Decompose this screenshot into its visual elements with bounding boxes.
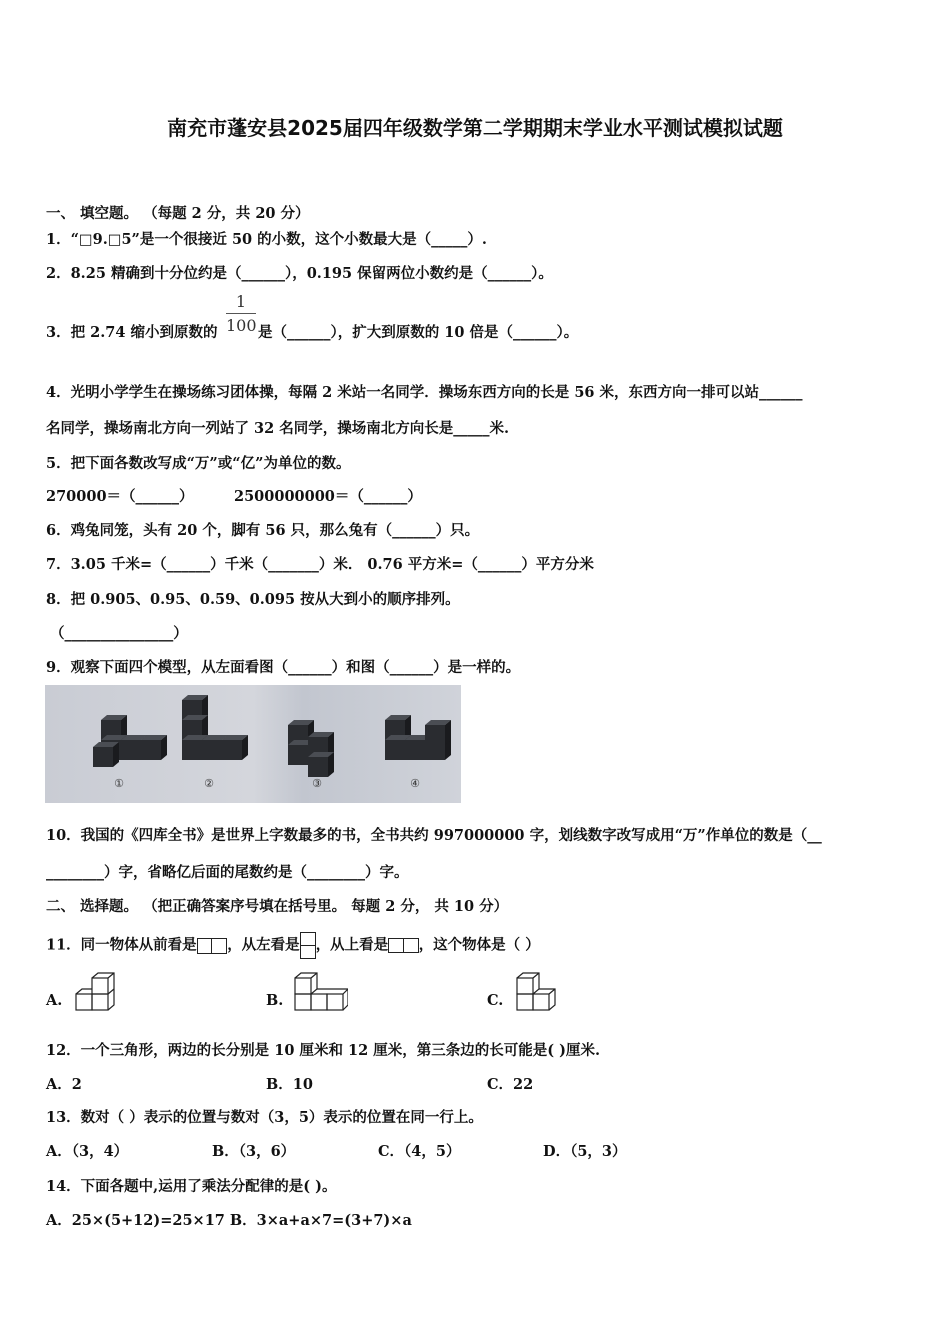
question-2: 2．8.25 精确到十分位约是（______），0.195 保留两位小数约是（______）。 <box>46 265 553 282</box>
question-8-blank: （_______________） <box>50 625 188 642</box>
option-13-a: A．（3，4） <box>46 1143 129 1160</box>
question-8: 8．把 0.905、0.95、0.59、0.095 按从大到小的顺序排列。 <box>46 591 460 608</box>
option-13-c: C．（4，5） <box>378 1143 461 1160</box>
option-13-d: D．（5，3） <box>543 1143 627 1160</box>
option-13-b: B．（3，6） <box>212 1143 296 1160</box>
fraction-numerator: 1 <box>235 292 247 311</box>
cube-models-photo <box>45 685 461 803</box>
question-5: 5．把下面各数改写成“万”或“亿”为单位的数。 <box>46 455 351 472</box>
top-view-figure <box>388 937 419 954</box>
option-12-c: C．22 <box>487 1076 534 1093</box>
option-12-a: A．2 <box>46 1076 82 1093</box>
question-14-options: A．25×(5+12)=25×17 B．3×a+a×7=(3+7)×a <box>46 1212 412 1229</box>
model-3 <box>288 720 334 790</box>
question-3-part-2: 是（______），扩大到原数的 10 倍是（______）。 <box>258 324 579 341</box>
option-11-b-figure <box>292 972 348 1016</box>
cube-models-drawing <box>45 685 461 803</box>
left-view-figure <box>300 932 316 959</box>
model-1 <box>93 715 167 790</box>
question-4-line-2: 名同学，操场南北方向一列站了 32 名同学，操场南北方向长是_____米. <box>46 420 510 437</box>
question-4-line-1: 4．光明小学学生在操场练习团体操，每隔 2 米站一名同学．操场东西方向的长是 56 米，东西方向一排可以站______ <box>46 384 803 401</box>
option-12-b: B．10 <box>266 1076 313 1093</box>
question-11-text-2: ，从左看是 <box>227 936 300 954</box>
question-10-line-1: 10．我国的《四库全书》是世界上字数最多的书，全书共约 997000000 字，划线数字改写成用“万”作单位的数是（__ <box>46 827 822 844</box>
page-title: 南充市蓬安县2025届四年级数学第二学期期末学业水平测试模拟试题 <box>167 116 783 140</box>
question-6: 6．鸡兔同笼，头有 20 个，脚有 56 只，那么兔有（______）只。 <box>46 522 480 539</box>
question-5-a: 270000＝（______） <box>46 488 194 505</box>
question-11 <box>46 932 540 959</box>
question-12: 12．一个三角形，两边的长分别是 10 厘米和 12 厘米，第三条边的长可能是( )厘米. <box>46 1042 601 1059</box>
model-2 <box>182 695 248 790</box>
question-11-text-3: ，从上看是 <box>315 936 389 954</box>
model-1-label: ① <box>114 777 124 790</box>
question-7: 7．3.05 千米=（______）千米（_______）米． 0.76 平方米=（______）平方分米 <box>46 556 594 573</box>
question-14: 14．下面各题中,运用了乘法分配律的是( )。 <box>46 1178 337 1195</box>
option-11-c-figure <box>514 972 560 1016</box>
question-10-line-2: ________）字，省略亿后面的尾数约是（________）字。 <box>46 864 409 881</box>
section-1-header: 一、 填空题。 （每题 2 分，共 20 分） <box>46 205 310 222</box>
question-3-fraction <box>226 292 256 335</box>
question-3-part-1: 3．把 2.74 缩小到原数的 <box>46 324 218 341</box>
option-11-b-label: B. <box>266 992 284 1009</box>
option-11-a-label: A. <box>46 992 63 1009</box>
option-11-a-figure <box>74 972 118 1016</box>
question-1: 1．“□9.□5”是一个很接近 50 的小数，这个小数最大是（_____）. <box>46 231 487 248</box>
model-4 <box>385 715 451 790</box>
question-5-b: 2500000000＝（______） <box>234 488 422 505</box>
model-4-label: ④ <box>410 777 420 790</box>
model-3-label: ③ <box>312 777 322 790</box>
front-view-figure <box>197 937 228 954</box>
model-2-label: ② <box>204 777 214 790</box>
question-11-text-1: 11．同一物体从前看是 <box>46 936 197 954</box>
question-13: 13．数对（ ）表示的位置与数对（3，5）表示的位置在同一行上。 <box>46 1109 483 1126</box>
section-2-header: 二、 选择题。 （把正确答案序号填在括号里。 每题 2 分， 共 10 分） <box>46 898 509 915</box>
option-11-c-label: C. <box>487 992 504 1009</box>
fraction-bar <box>226 313 256 314</box>
fraction-denominator: 100 <box>226 316 257 335</box>
question-11-text-4: ，这个物体是（ ） <box>418 936 540 954</box>
question-9: 9．观察下面四个模型，从左面看图（______）和图（______）是一样的。 <box>46 659 521 676</box>
